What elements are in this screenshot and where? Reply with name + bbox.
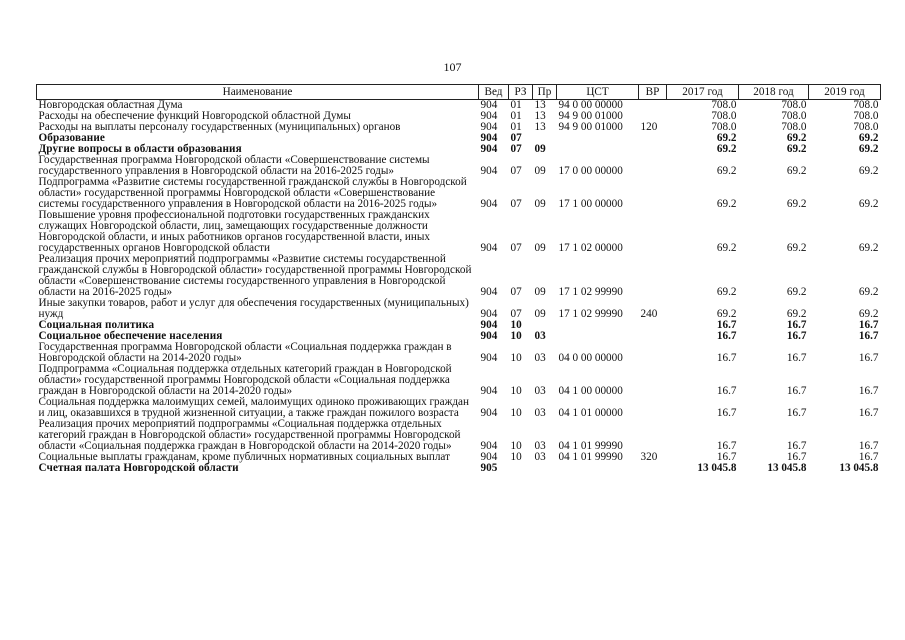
- cell-cst: 04 1 01 99990: [558, 451, 623, 463]
- table-body: [37, 100, 881, 475]
- cell-ved: 904: [480, 440, 498, 452]
- header-vr: ВР: [639, 85, 667, 100]
- cell-y2019: 708.0: [853, 99, 879, 111]
- cell-y2017: 69.2: [716, 242, 737, 254]
- cell-cst: 04 1 01 99990: [558, 440, 623, 452]
- cell-cst: 04 1 01 00000: [558, 407, 623, 419]
- cell-y2017: 69.2: [716, 198, 737, 210]
- cell-vr: [639, 210, 667, 254]
- cell-rz: 07: [510, 165, 522, 177]
- cell-y2017: 69.2: [716, 165, 737, 177]
- header-rz: РЗ: [509, 85, 533, 100]
- cell-y2019: 13 045.8: [839, 462, 879, 474]
- header-2018: 2018 год: [739, 85, 809, 100]
- cell-ved: 904: [480, 110, 498, 122]
- cell-name: Социальное обеспечение населения: [38, 330, 223, 342]
- cell-y2017: 69.2: [716, 286, 737, 298]
- cell-y2018: 16.7: [786, 319, 807, 331]
- cell-y2019: 16.7: [858, 330, 879, 342]
- cell-rz: 10: [510, 440, 522, 452]
- cell-y2019: 16.7: [858, 440, 879, 452]
- cell-pr: 03: [534, 451, 546, 463]
- cell-pr: 09: [534, 143, 546, 155]
- table-row: [37, 155, 881, 177]
- cell-vr: [639, 100, 667, 112]
- cell-vr: 240: [640, 308, 658, 320]
- cell-name: Реализация прочих мероприятий подпрограммы «Развитие системы государственной гражданской службы в Новгородской области» государственной программы Новгородской области «Совершенствование системы государственного управления в Новгородской области на 2016-2025 годы»: [38, 253, 472, 298]
- cell-y2017: 708.0: [711, 99, 737, 111]
- cell-y2019: 16.7: [858, 319, 879, 331]
- cell-name: Расходы на выплаты персоналу государственных (муниципальных) органов: [38, 121, 401, 133]
- cell-vr: 320: [640, 451, 658, 463]
- cell-y2019: 69.2: [858, 165, 879, 177]
- cell-ved: 904: [480, 242, 498, 254]
- header-ved: Вед: [479, 85, 509, 100]
- cell-name: Социальные выплаты гражданам, кроме публичных нормативных социальных выплат: [38, 451, 450, 463]
- cell-y2019: 69.2: [858, 242, 879, 254]
- cell-rz: 10: [510, 407, 522, 419]
- cell-ved: 904: [480, 308, 498, 320]
- cell-ved: 904: [480, 385, 498, 397]
- cell-name: Расходы на обеспечение функций Новгородской областной Думы: [38, 110, 351, 122]
- cell-name: Государственная программа Новгородской области «Совершенствование системы государственного управления в Новгородской области на 2016-2025 годы»: [38, 154, 430, 177]
- cell-y2018: 708.0: [781, 110, 807, 122]
- cell-y2018: 69.2: [786, 308, 807, 320]
- cell-rz: 07: [510, 308, 522, 320]
- cell-vr: [639, 155, 667, 177]
- cell-y2018: 708.0: [781, 99, 807, 111]
- table-row: [37, 122, 881, 133]
- cell-ved: 904: [480, 286, 498, 298]
- cell-y2018: 69.2: [786, 143, 807, 155]
- cell-y2018: 16.7: [786, 451, 807, 463]
- cell-vr: [639, 144, 667, 155]
- cell-y2018: 16.7: [786, 352, 807, 364]
- table-row: [37, 298, 881, 320]
- cell-pr: 03: [534, 440, 546, 452]
- cell-cst: [557, 144, 639, 155]
- page-number: 107: [443, 60, 462, 74]
- cell-ved: 904: [480, 407, 498, 419]
- cell-vr: [639, 342, 667, 364]
- cell-y2019: 69.2: [858, 308, 879, 320]
- cell-y2018: 708.0: [781, 121, 807, 133]
- cell-y2017: 16.7: [716, 451, 737, 463]
- table-row: [37, 463, 881, 474]
- cell-ved: 904: [480, 132, 498, 144]
- cell-y2017: 16.7: [716, 330, 737, 342]
- cell-cst: 94 0 00 00000: [558, 99, 623, 111]
- cell-cst: 17 1 02 99990: [558, 286, 623, 298]
- cell-name: Государственная программа Новгородской области «Социальная поддержка граждан в Новгородской области на 2014-2020 годы»: [38, 341, 452, 364]
- budget-table: [36, 84, 881, 474]
- cell-y2019: 16.7: [858, 385, 879, 397]
- cell-y2018: 16.7: [786, 385, 807, 397]
- cell-cst: 17 0 00 00000: [558, 165, 623, 177]
- cell-y2017: 13 045.8: [697, 462, 737, 474]
- cell-pr: 03: [534, 407, 546, 419]
- cell-pr: 09: [534, 165, 546, 177]
- cell-pr: 09: [534, 286, 546, 298]
- table-row: [37, 177, 881, 210]
- cell-vr: [639, 133, 667, 144]
- cell-pr: 09: [534, 198, 546, 210]
- cell-name: Подпрограмма «Развитие системы государственной гражданской службы в Новгородской области» государственной программы Новгородской области «Совершенствование системы государственного управления в Новгородской области на 2016-2025 годы»: [38, 176, 467, 210]
- cell-name: Образование: [38, 132, 105, 144]
- cell-vr: [639, 331, 667, 342]
- cell-y2018: 16.7: [786, 407, 807, 419]
- cell-y2017: 69.2: [716, 308, 737, 320]
- cell-vr: [639, 177, 667, 210]
- header-2019: 2019 год: [809, 85, 881, 100]
- table-header-row: [37, 85, 881, 100]
- cell-y2017: 16.7: [716, 440, 737, 452]
- cell-y2019: 69.2: [858, 198, 879, 210]
- cell-pr: 13: [534, 121, 546, 133]
- cell-ved: 904: [480, 121, 498, 133]
- cell-rz: 01: [510, 121, 522, 133]
- cell-cst: [557, 331, 639, 342]
- cell-y2018: 69.2: [786, 286, 807, 298]
- cell-vr: [639, 397, 667, 419]
- cell-rz: [509, 463, 533, 474]
- cell-cst: 17 1 00 00000: [558, 198, 623, 210]
- cell-y2018: 69.2: [786, 198, 807, 210]
- cell-y2019: 16.7: [858, 352, 879, 364]
- cell-name: Реализация прочих мероприятий подпрограммы «Социальная поддержка отдельных категорий граждан в Новгородской области» государственной программы Новгородской области «Социальная поддержка граждан в Новгородской области на 2014-2020 годы»: [38, 418, 461, 452]
- cell-name: Социальная поддержка малоимущих семей, малоимущих одиноко проживающих граждан и лиц, оказавшихся в трудной жизненной ситуации, а также граждан пожилого возраста: [38, 396, 469, 419]
- header-cst: ЦСТ: [557, 85, 639, 100]
- cell-rz: 07: [510, 242, 522, 254]
- table-row: [37, 364, 881, 397]
- cell-y2019: 69.2: [858, 132, 879, 144]
- cell-y2017: 16.7: [716, 319, 737, 331]
- cell-ved: 904: [480, 319, 498, 331]
- cell-y2019: 708.0: [853, 121, 879, 133]
- cell-rz: 10: [510, 330, 522, 342]
- cell-ved: 904: [480, 99, 498, 111]
- cell-y2019: 16.7: [858, 451, 879, 463]
- cell-ved: 905: [480, 462, 498, 474]
- cell-pr: 03: [534, 352, 546, 364]
- cell-y2017: 69.2: [716, 143, 737, 155]
- header-name: Наименование: [37, 85, 479, 100]
- cell-y2018: 13 045.8: [767, 462, 807, 474]
- cell-name: Иные закупки товаров, работ и услуг для обеспечения государственных (муниципальных) нужд: [38, 297, 469, 320]
- cell-y2019: 708.0: [853, 110, 879, 122]
- cell-vr: [639, 463, 667, 474]
- cell-y2019: 69.2: [858, 143, 879, 155]
- cell-y2018: 69.2: [786, 165, 807, 177]
- cell-pr: 13: [534, 99, 546, 111]
- cell-cst: 17 1 02 99990: [558, 308, 623, 320]
- cell-cst: 94 9 00 01000: [558, 121, 623, 133]
- cell-cst: [557, 463, 639, 474]
- table-row: [37, 397, 881, 419]
- cell-rz: 01: [510, 99, 522, 111]
- cell-ved: 904: [480, 352, 498, 364]
- cell-rz: 10: [510, 451, 522, 463]
- cell-ved: 904: [480, 165, 498, 177]
- cell-vr: 120: [640, 121, 658, 133]
- cell-cst: 17 1 02 00000: [558, 242, 623, 254]
- table-row: [37, 210, 881, 254]
- cell-name: Новгородская областная Дума: [38, 99, 183, 111]
- cell-y2017: 708.0: [711, 110, 737, 122]
- cell-cst: 04 0 00 00000: [558, 352, 623, 364]
- cell-y2018: 16.7: [786, 330, 807, 342]
- cell-y2019: 69.2: [858, 286, 879, 298]
- cell-y2017: 16.7: [716, 385, 737, 397]
- cell-ved: 904: [480, 330, 498, 342]
- cell-cst: [557, 320, 639, 331]
- cell-vr: [639, 364, 667, 397]
- cell-rz: 10: [510, 385, 522, 397]
- header-2017: 2017 год: [667, 85, 739, 100]
- cell-pr: 03: [534, 330, 546, 342]
- cell-y2017: 69.2: [716, 132, 737, 144]
- cell-rz: 07: [510, 143, 522, 155]
- cell-y2018: 16.7: [786, 440, 807, 452]
- cell-cst: 04 1 00 00000: [558, 385, 623, 397]
- cell-rz: 01: [510, 110, 522, 122]
- header-pr: Пр: [533, 85, 557, 100]
- cell-pr: 03: [534, 385, 546, 397]
- table-row: [37, 342, 881, 364]
- table-row: [37, 254, 881, 298]
- cell-ved: 904: [480, 143, 498, 155]
- cell-name: Повышение уровня профессиональной подготовки государственных гражданских служащих Новгородской области, лиц, замещающих государственные должности Новгородской области, и иных работников органов государственной власти, иных государственных органов Новгородской области: [38, 209, 431, 254]
- cell-y2019: 16.7: [858, 407, 879, 419]
- cell-y2017: 16.7: [716, 352, 737, 364]
- cell-pr: [533, 463, 557, 474]
- cell-y2018: 69.2: [786, 132, 807, 144]
- cell-pr: 13: [534, 110, 546, 122]
- cell-pr: 09: [534, 242, 546, 254]
- cell-ved: 904: [480, 198, 498, 210]
- cell-y2017: 708.0: [711, 121, 737, 133]
- cell-rz: 10: [510, 352, 522, 364]
- cell-y2017: 16.7: [716, 407, 737, 419]
- cell-name: Подпрограмма «Социальная поддержка отдельных категорий граждан в Новгородской области» государственной программы Новгородской области «Социальная поддержка граждан в Новгородской области на 2014-2020 годы»: [38, 363, 452, 397]
- cell-rz: 07: [510, 132, 522, 144]
- table-row: [37, 419, 881, 452]
- cell-name: Счетная палата Новгородской области: [38, 462, 239, 474]
- cell-vr: [639, 254, 667, 298]
- cell-pr: 09: [534, 308, 546, 320]
- cell-vr: [639, 320, 667, 331]
- cell-cst: 94 9 00 01000: [558, 110, 623, 122]
- cell-rz: 07: [510, 198, 522, 210]
- cell-ved: 904: [480, 451, 498, 463]
- cell-rz: 10: [510, 319, 522, 331]
- cell-cst: [557, 133, 639, 144]
- cell-name: Другие вопросы в области образования: [38, 143, 242, 155]
- cell-vr: [639, 419, 667, 452]
- cell-rz: 07: [510, 286, 522, 298]
- cell-y2018: 69.2: [786, 242, 807, 254]
- cell-name: Социальная политика: [38, 319, 155, 331]
